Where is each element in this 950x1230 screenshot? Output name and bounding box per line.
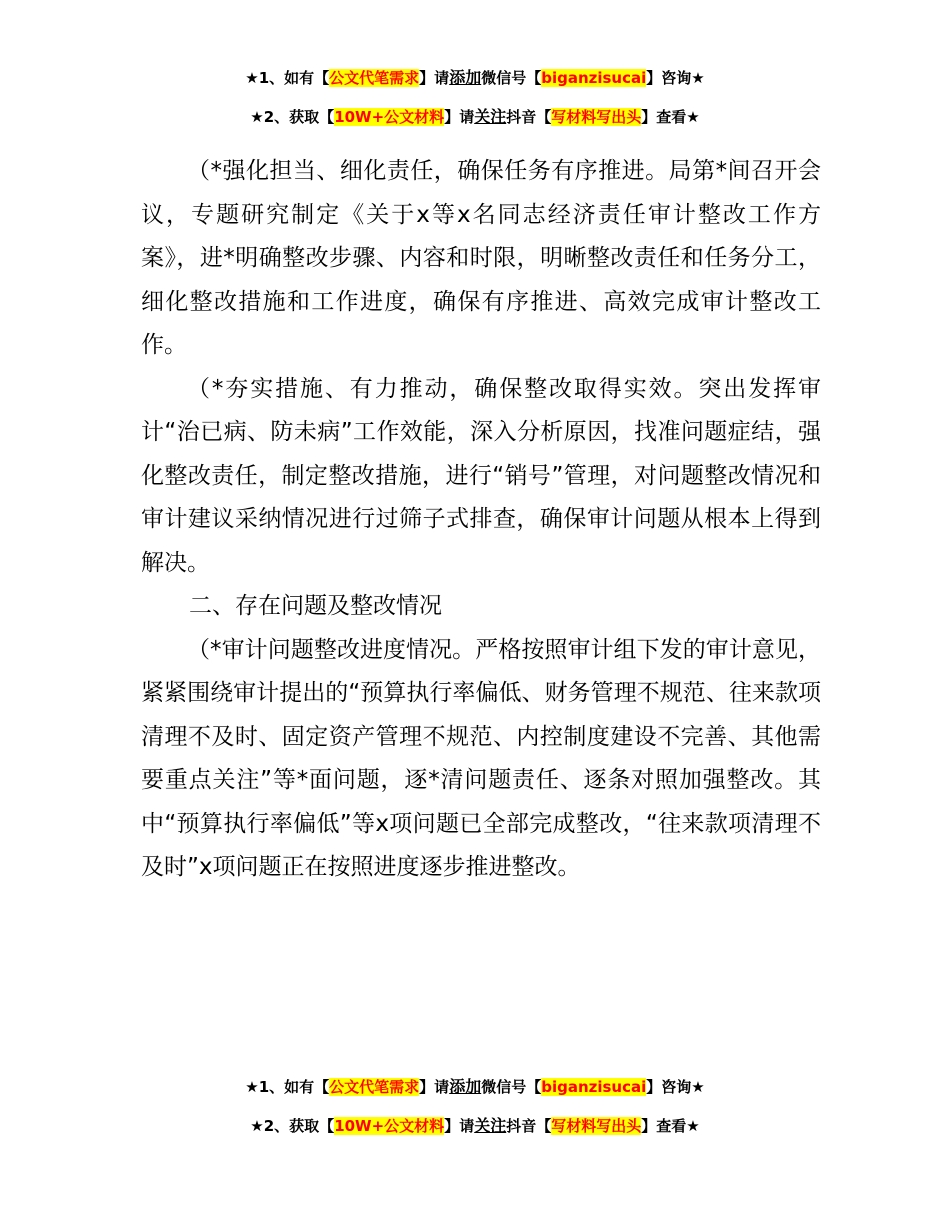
banner-text: ★1、如有【: [245, 1078, 330, 1096]
banner-text: 】查看★: [641, 108, 700, 126]
banner-highlight: 10W+公文材料: [334, 1117, 445, 1135]
banner-text: ★2、获取【: [250, 1117, 335, 1135]
banner-text: 微信号【: [481, 69, 542, 87]
banner-highlight: biganzisucai: [541, 69, 647, 87]
banner-text: 】请: [444, 1117, 475, 1135]
document-body: [141, 150, 821, 890]
banner-highlight: 公文代笔需求: [329, 1078, 420, 1096]
banner-underline: 添加: [449, 68, 482, 87]
banner-text: 微信号【: [481, 1078, 542, 1096]
banner-text: 】查看★: [641, 1117, 700, 1135]
banner-highlight: 写材料写出头: [551, 108, 642, 126]
paragraph: （*夯实措施、有力推动，确保整改取得实效。突出发挥审计“治已病、防未病”工作效能，深入分析原因，找准问题症结，强化整改责任，制定整改措施，进行“销号”管理，对问题整改情况和审计建议采纳情况进行过筛子式排查，确保审计问题从根本上得到解决。: [141, 375, 821, 576]
banner-text: 抖音【: [506, 1117, 552, 1135]
banner-underline: 添加: [449, 1077, 482, 1096]
banner-highlight: biganzisucai: [541, 1078, 647, 1096]
header-banner-line-1: [0, 67, 950, 89]
section-heading: 二、存在问题及整改情况: [189, 593, 442, 619]
banner-highlight: 10W+公文材料: [334, 108, 445, 126]
paragraph: （*强化担当、细化责任，确保任务有序推进。局第*间召开会议，专题研究制定《关于x等x名同志经济责任审计整改工作方案》，进*明确整改步骤、内容和时限，明晰整改责任和任务分工，细化整改措施和工作进度，确保有序推进、高效完成审计整改工作。: [141, 158, 821, 358]
footer-banner-line-2: [0, 1115, 950, 1137]
banner-text: 】请: [419, 1078, 450, 1096]
banner-text: 】请: [419, 69, 450, 87]
footer-banner-line-1: [0, 1076, 950, 1098]
header-banner-line-2: [0, 106, 950, 128]
banner-text: ★2、获取【: [250, 108, 335, 126]
banner-text: 抖音【: [506, 108, 552, 126]
banner-text: ★1、如有【: [245, 69, 330, 87]
banner-underline: 关注: [474, 1116, 507, 1135]
banner-highlight: 写材料写出头: [551, 1117, 642, 1135]
banner-text: 】请: [444, 108, 475, 126]
banner-underline: 关注: [474, 107, 507, 126]
banner-highlight: 公文代笔需求: [329, 69, 420, 87]
paragraph: （*审计问题整改进度情况。严格按照审计组下发的审计意见，紧紧围绕审计提出的“预算执行率偏低、财务管理不规范、往来款项清理不及时、固定资产管理不规范、内控制度建设不完善、其他需要重点关注”等*面问题，逐*清问题责任、逐条对照加强整改。其中“预算执行率偏低”等x项问题已全部完成整改，“往来款项清理不及时”x项问题正在按照进度逐步推进整改。: [141, 636, 821, 880]
banner-text: 】咨询★: [646, 1078, 705, 1096]
banner-text: 】咨询★: [646, 69, 705, 87]
